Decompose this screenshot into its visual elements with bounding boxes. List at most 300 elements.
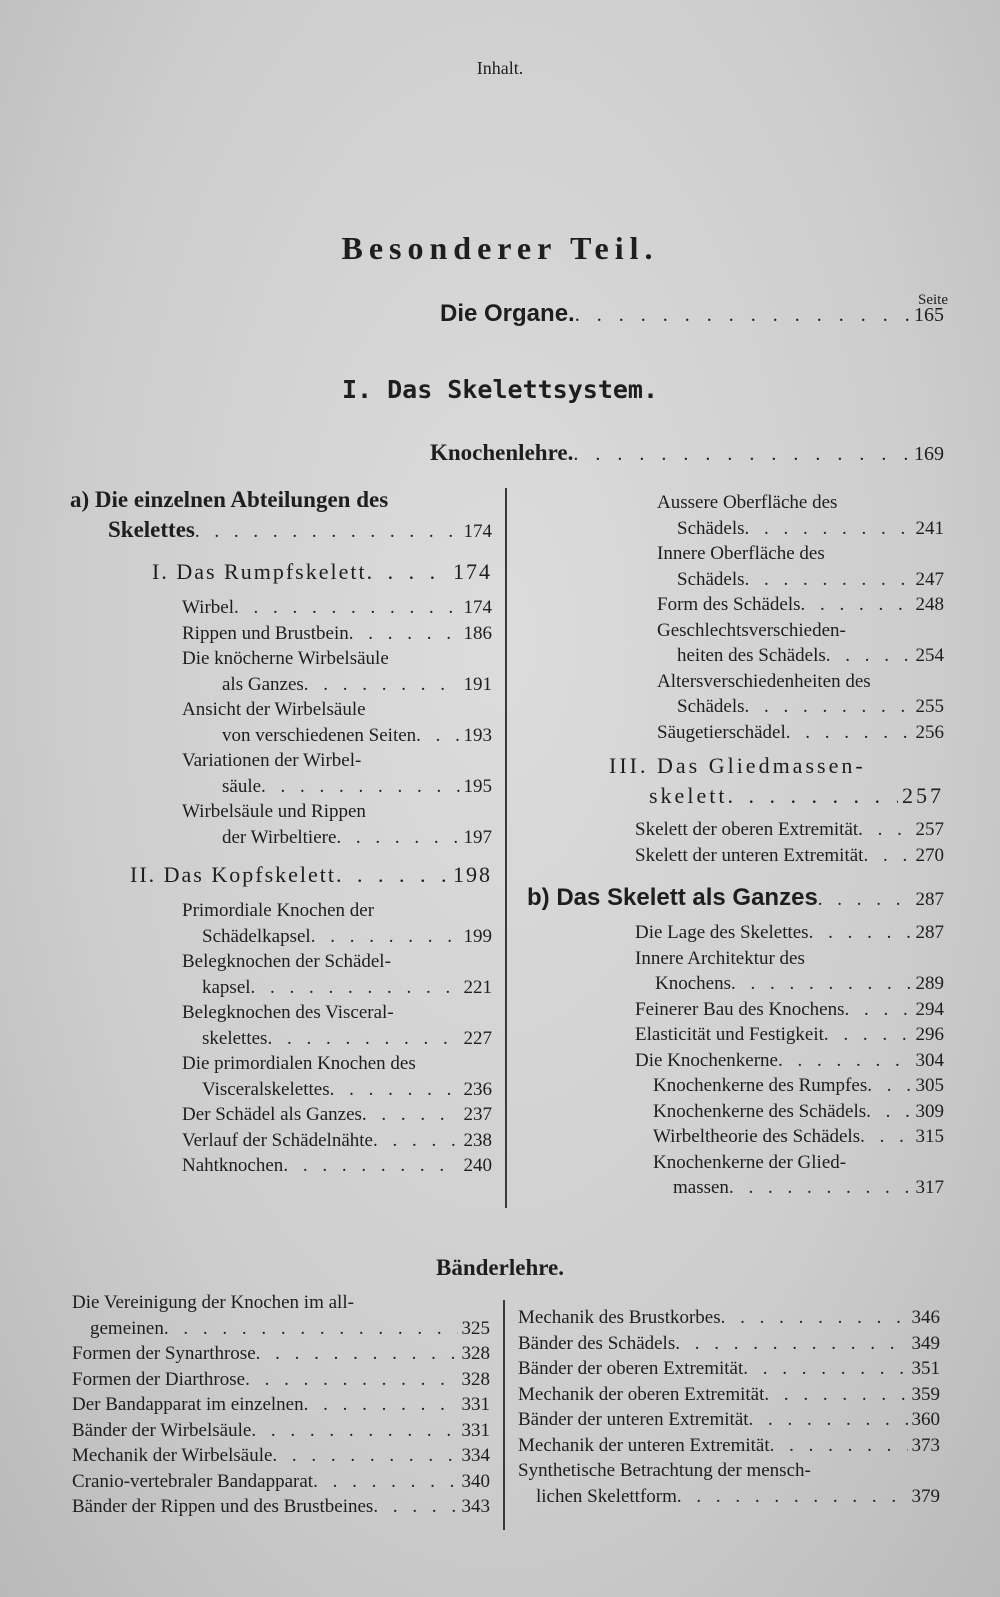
toc-entry-page: 241 <box>915 517 944 539</box>
leader-dots <box>349 621 460 647</box>
toc-entry-page: 294 <box>915 998 944 1020</box>
toc-entry-text: Skelett der oberen Extremität <box>635 819 859 840</box>
toc-entry-line <box>657 618 944 644</box>
toc-entry-line <box>182 646 492 672</box>
toc-entry-page: 270 <box>915 844 944 866</box>
leader-dots <box>749 1407 908 1433</box>
toc-entry-text: Ansicht der Wirbelsäule <box>182 699 366 720</box>
leader-dots <box>304 1392 458 1418</box>
leader-dots <box>573 443 910 466</box>
toc-entry-text: Bänder der unteren Extremität <box>518 1409 749 1430</box>
seite-label: Seite <box>918 292 948 308</box>
toc-entry-last-line <box>182 774 492 800</box>
toc-entry-page: 195 <box>463 775 492 797</box>
toc-entry <box>72 1443 490 1469</box>
toc-entry-last-line <box>182 723 492 749</box>
toc-entry-last-line <box>653 1073 944 1099</box>
leader-dots <box>251 975 460 1001</box>
toc-entry <box>518 1458 940 1509</box>
leader-dots <box>261 774 459 800</box>
leader-dots <box>764 1382 907 1408</box>
section-a-line1: a) Die einzelnen Abteilungen des <box>70 487 389 512</box>
toc-entry <box>635 817 944 843</box>
toc-entry-page: 343 <box>461 1496 490 1517</box>
leader-dots <box>245 1367 457 1393</box>
kopf-cont-list <box>527 490 944 745</box>
toc-entry-page: 174 <box>463 597 492 618</box>
toc-entry-page: 221 <box>463 976 492 998</box>
toc-entry-last-line <box>182 1128 492 1154</box>
toc-entry-text: Der Schädel als Ganzes <box>182 1104 362 1125</box>
toc-entry-line <box>657 490 944 516</box>
knochenlehre-page: 169 <box>914 443 944 465</box>
leader-dots <box>860 1124 911 1150</box>
baender-right-list <box>518 1305 940 1509</box>
toc-entry-text: Belegknochen der Schädel- <box>182 951 391 972</box>
toc-entry-page: 240 <box>463 1155 492 1176</box>
toc-entry-page: 304 <box>915 1049 944 1071</box>
toc-entry-line <box>182 949 492 975</box>
toc-entry-text: Knochenkerne des Rumpfes <box>653 1075 868 1096</box>
glied-line2: skelett <box>649 783 728 808</box>
organe-page: 165 <box>914 304 944 326</box>
toc-entry-page: 373 <box>911 1434 940 1456</box>
toc-entry-line <box>72 1290 490 1316</box>
section-a-line2: Skelettes <box>108 517 195 542</box>
toc-entry-text: Geschlechtsverschieden- <box>657 619 846 641</box>
leader-dots <box>367 557 449 587</box>
organe-label: Die Organe. <box>440 300 575 327</box>
toc-entry <box>72 1392 490 1418</box>
toc-entry <box>518 1433 940 1459</box>
section-a-page: 174 <box>463 521 492 542</box>
toc-entry-page: 236 <box>463 1078 492 1100</box>
glied-line1: III. Das Gliedmassen- <box>609 753 866 778</box>
leader-dots <box>727 781 898 811</box>
toc-entry <box>182 1153 492 1179</box>
toc-entry-text: Rippen und Brustbein <box>182 622 349 644</box>
toc-entry-last-line <box>72 1418 490 1444</box>
toc-entry-text: Visceralskelettes <box>202 1078 330 1100</box>
toc-entry <box>182 1102 492 1128</box>
leader-dots <box>272 1443 457 1469</box>
toc-entry <box>653 1073 944 1099</box>
toc-entry-last-line <box>72 1316 490 1342</box>
toc-entry-text: Mechanik des Brustkorbes <box>518 1307 721 1328</box>
toc-entry-last-line <box>653 1175 944 1201</box>
toc-entry-page: 334 <box>461 1445 490 1466</box>
toc-entry-last-line <box>657 516 944 542</box>
toc-entry <box>635 946 944 997</box>
leader-dots <box>863 843 911 869</box>
toc-entry-text: heiten des Schädels <box>677 645 826 666</box>
toc-entry <box>635 997 944 1023</box>
toc-entry-page: 248 <box>915 594 944 615</box>
toc-entry-page: 287 <box>915 922 944 943</box>
toc-entry-page: 340 <box>461 1470 490 1492</box>
toc-entry-text: säule <box>222 775 262 797</box>
leader-dots <box>745 694 912 720</box>
toc-entry <box>182 949 492 1000</box>
skelett-title: I. Das Skelettsystem. <box>341 375 659 404</box>
toc-entry-text: Bänder der Rippen und des Brustbeines <box>72 1496 374 1517</box>
leader-dots <box>786 720 912 746</box>
toc-entry-last-line <box>182 672 492 698</box>
toc-entry-text: Die primordialen Knochen des <box>182 1053 416 1074</box>
toc-entry-text: Belegknochen des Visceral- <box>182 1002 394 1023</box>
toc-entry-page: 349 <box>911 1332 940 1354</box>
toc-entry-last-line <box>518 1382 940 1408</box>
toc-entry-text: Wirbel <box>182 597 234 618</box>
section-a-heading <box>70 485 492 547</box>
toc-entry <box>72 1341 490 1367</box>
leader-dots <box>801 592 912 618</box>
toc-entry-last-line <box>182 1077 492 1103</box>
toc-entry-last-line <box>635 1022 944 1048</box>
toc-entry-page: 331 <box>461 1394 490 1415</box>
toc-entry-text: Verlauf der Schädelnähte <box>182 1129 373 1151</box>
toc-entry-line <box>182 799 492 825</box>
toc-entry <box>182 595 492 621</box>
toc-entry-text: Altersverschiedenheiten des <box>657 670 871 692</box>
toc-entry-page: 247 <box>915 568 944 590</box>
toc-entry-last-line <box>182 1102 492 1128</box>
toc-entry <box>182 697 492 748</box>
toc-entry <box>72 1418 490 1444</box>
toc-entry-last-line <box>635 997 944 1023</box>
toc-entry-last-line <box>182 595 492 621</box>
rumpf-heading <box>70 557 492 587</box>
toc-entry-line <box>518 1458 940 1484</box>
toc-entry-page: 325 <box>461 1317 490 1339</box>
toc-entry-last-line <box>518 1484 940 1510</box>
toc-entry-text: Säugetierschädel <box>657 721 786 743</box>
toc-entry-last-line <box>657 643 944 669</box>
toc-entry <box>657 669 944 720</box>
toc-entry-page: 257 <box>915 819 944 840</box>
leader-dots <box>304 672 460 698</box>
toc-entry-page: 296 <box>915 1024 944 1045</box>
toc-entry <box>72 1469 490 1495</box>
toc-entry-last-line <box>635 971 944 997</box>
toc-entry <box>182 1051 492 1102</box>
toc-entry-last-line <box>72 1443 490 1469</box>
baender-left-list <box>72 1290 490 1520</box>
toc-entry-page: 186 <box>463 622 492 644</box>
toc-entry <box>518 1356 940 1382</box>
leader-dots <box>866 1099 911 1125</box>
toc-entry-page: 255 <box>915 696 944 717</box>
toc-entry <box>635 843 944 869</box>
toc-entry-page: 256 <box>915 721 944 743</box>
toc-entry-last-line <box>657 694 944 720</box>
toc-entry-last-line <box>182 975 492 1001</box>
leader-dots <box>373 1494 457 1520</box>
glied-page: 257 <box>902 783 944 808</box>
toc-entry-last-line <box>518 1331 940 1357</box>
toc-entry <box>518 1407 940 1433</box>
toc-entry-text: der Wirbeltiere <box>222 826 337 848</box>
toc-entry <box>182 1128 492 1154</box>
kopf-label: II. Das Kopfskelett <box>130 862 337 887</box>
toc-entry <box>72 1494 490 1520</box>
leader-dots <box>844 997 911 1023</box>
toc-entry-text: Schädelkapsel <box>202 925 311 947</box>
rumpf-label: I. Das Rumpfskelett <box>152 559 367 584</box>
leader-dots <box>721 1305 908 1331</box>
toc-entry <box>653 1099 944 1125</box>
leader-dots <box>336 825 459 851</box>
toc-entry <box>182 621 492 647</box>
toc-entry-page: 199 <box>463 925 492 947</box>
toc-entry-text: massen <box>673 1177 729 1198</box>
toc-entry-last-line <box>518 1305 940 1331</box>
toc-entry <box>182 1000 492 1051</box>
leader-dots <box>373 1128 460 1154</box>
toc-entry-line <box>182 1000 492 1026</box>
leader-dots <box>818 884 912 916</box>
toc-entry-text: Synthetische Betrachtung der mensch- <box>518 1460 811 1481</box>
toc-entry <box>182 646 492 697</box>
toc-entry-line <box>653 1150 944 1176</box>
toc-entry <box>653 1150 944 1201</box>
toc-entry-last-line <box>657 592 944 618</box>
toc-entry <box>182 898 492 949</box>
toc-entry-line <box>657 669 944 695</box>
toc-entry <box>72 1290 490 1341</box>
toc-entry-last-line <box>635 1048 944 1074</box>
rumpf-list <box>70 595 492 850</box>
toc-entry-text: Aussere Oberfläche des <box>657 492 838 513</box>
toc-entry-text: kapsel <box>202 976 251 998</box>
toc-entry-text: Primordiale Knochen der <box>182 900 375 921</box>
toc-entry-page: 289 <box>915 973 944 994</box>
leader-dots <box>416 723 459 749</box>
leader-dots <box>675 1331 907 1357</box>
leader-dots <box>311 924 460 950</box>
toc-entry-text: Skelett der unteren Extremität <box>635 844 864 866</box>
toc-entry-last-line <box>653 1124 944 1150</box>
leader-dots <box>731 971 912 997</box>
section-b-page: 287 <box>915 889 944 910</box>
leader-dots <box>336 860 449 890</box>
toc-entry-line <box>182 748 492 774</box>
toc-entry-last-line <box>518 1433 940 1459</box>
glied-line2-row <box>609 781 944 811</box>
toc-entry-page: 227 <box>463 1027 492 1049</box>
leader-dots <box>234 595 460 621</box>
toc-entry <box>518 1305 940 1331</box>
toc-entry-last-line <box>653 1099 944 1125</box>
toc-entry-line <box>635 946 944 972</box>
leader-dots <box>575 304 910 327</box>
toc-entry-text: Schädels <box>677 568 745 590</box>
toc-entry-last-line <box>72 1392 490 1418</box>
toc-entry-page: 328 <box>461 1368 490 1390</box>
leader-dots <box>745 567 912 593</box>
toc-entry-line <box>657 541 944 567</box>
right-column <box>527 490 944 1201</box>
leader-dots <box>313 1469 457 1495</box>
toc-entry-text: als Ganzes <box>222 673 304 695</box>
toc-entry-page: 309 <box>915 1100 944 1122</box>
toc-entry <box>518 1331 940 1357</box>
toc-entry-last-line <box>182 1153 492 1179</box>
baenderlehre-title: Bänderlehre. <box>436 1255 564 1280</box>
toc-entry-text: Variationen der Wirbel- <box>182 750 362 771</box>
toc-entry-last-line <box>182 1026 492 1052</box>
leader-dots <box>858 817 911 843</box>
toc-entry-page: 360 <box>911 1409 940 1430</box>
toc-entry-page: 238 <box>463 1129 492 1151</box>
leader-dots <box>826 643 912 669</box>
toc-entry-text: Bänder des Schädels <box>518 1332 676 1354</box>
toc-entry <box>72 1367 490 1393</box>
toc-entry <box>657 541 944 592</box>
kopf-page: 198 <box>453 862 492 887</box>
leader-dots <box>164 1316 458 1342</box>
toc-entry-page: 317 <box>915 1177 944 1198</box>
toc-entry-text: Nahtknochen <box>182 1155 284 1176</box>
knochenlehre-entry <box>430 440 944 466</box>
toc-entry-last-line <box>635 817 944 843</box>
leader-dots <box>867 1073 911 1099</box>
toc-entry-text: Schädels <box>677 696 745 717</box>
toc-entry-text: Die Vereinigung der Knochen im all- <box>72 1292 354 1313</box>
column-divider <box>505 488 507 1208</box>
leader-dots <box>824 1022 912 1048</box>
toc-entry-last-line <box>518 1356 940 1382</box>
left-column <box>70 485 492 1179</box>
toc-entry-page: 379 <box>911 1485 940 1507</box>
toc-entry-text: Bänder der oberen Extremität <box>518 1358 744 1379</box>
toc-entry-text: Mechanik der unteren Extremität <box>518 1434 770 1456</box>
section-a-line2-row <box>70 515 492 547</box>
toc-entry-page: 359 <box>911 1383 940 1405</box>
column-divider-bottom <box>503 1300 505 1530</box>
toc-entry-text: Formen der Synarthrose <box>72 1343 256 1364</box>
toc-entry <box>657 720 944 746</box>
toc-entry <box>182 748 492 799</box>
toc-entry-line <box>182 898 492 924</box>
leader-dots <box>256 1341 458 1367</box>
toc-entry-last-line <box>635 843 944 869</box>
toc-entry-text: Mechanik der Wirbelsäule <box>72 1445 273 1466</box>
toc-entry-page: 197 <box>463 826 492 848</box>
toc-entry-page: 254 <box>915 645 944 666</box>
toc-entry <box>653 1124 944 1150</box>
toc-entry-last-line <box>518 1407 940 1433</box>
toc-entry <box>657 490 944 541</box>
toc-entry-line <box>182 1051 492 1077</box>
toc-entry-last-line <box>182 825 492 851</box>
toc-entry-page: 193 <box>463 724 492 746</box>
toc-entry-text: Mechanik der oberen Extremität <box>518 1383 765 1405</box>
toc-entry-last-line <box>657 567 944 593</box>
baender-right-column <box>518 1305 940 1509</box>
leader-dots <box>743 1356 907 1382</box>
leader-dots <box>677 1484 908 1510</box>
toc-entry-text: Die Lage des Skelettes <box>635 922 809 943</box>
toc-entry-text: Innere Architektur des <box>635 947 805 969</box>
rumpf-page: 174 <box>453 559 492 584</box>
kopf-list <box>70 898 492 1179</box>
toc-entry-page: 237 <box>463 1104 492 1125</box>
toc-entry-text: Die knöcherne Wirbelsäule <box>182 648 389 669</box>
toc-entry-text: Cranio-vertebraler Bandapparat <box>72 1470 314 1492</box>
toc-entry-page: 315 <box>915 1126 944 1147</box>
toc-entry-text: Wirbeltheorie des Schädels <box>653 1126 861 1147</box>
leader-dots <box>778 1048 912 1074</box>
leader-dots <box>809 920 912 946</box>
leader-dots <box>770 1433 908 1459</box>
toc-entry-text: Die Knochenkerne <box>635 1049 778 1071</box>
toc-entry-text: Formen der Diarthrose <box>72 1368 246 1390</box>
toc-entry-last-line <box>635 920 944 946</box>
leader-dots <box>729 1175 912 1201</box>
section-b-heading <box>527 882 944 916</box>
toc-entry-text: lichen Skelettform <box>536 1485 677 1507</box>
toc-entry-page: 331 <box>461 1419 490 1441</box>
toc-entry-text: Schädels <box>677 517 745 539</box>
toc-entry-page: 305 <box>915 1075 944 1096</box>
toc-entry-last-line <box>72 1341 490 1367</box>
kern-list <box>527 1073 944 1201</box>
organe-entry <box>440 300 944 328</box>
toc-entry-text: Wirbelsäule und Rippen <box>182 801 366 822</box>
knochenlehre-label: Knochenlehre. <box>430 440 574 465</box>
toc-entry-text: von verschiedenen Seiten <box>222 724 417 746</box>
leader-dots <box>745 516 912 542</box>
toc-entry-last-line <box>72 1367 490 1393</box>
toc-entry-last-line <box>657 720 944 746</box>
section-b-label: b) Das Skelett als Ganzes <box>527 884 818 911</box>
toc-entry-text: gemeinen <box>90 1317 164 1339</box>
toc-entry-last-line <box>72 1494 490 1520</box>
leader-dots <box>195 517 460 547</box>
toc-entry-line <box>182 697 492 723</box>
leader-dots <box>251 1418 457 1444</box>
toc-entry-text: Feinerer Bau des Knochens <box>635 998 845 1020</box>
toc-entry-last-line <box>182 621 492 647</box>
leader-dots <box>267 1026 459 1052</box>
toc-entry <box>657 592 944 618</box>
leader-dots <box>362 1102 460 1128</box>
toc-entry <box>657 618 944 669</box>
toc-entry <box>182 799 492 850</box>
glied-list <box>527 817 944 868</box>
toc-entry-text: Knochens <box>655 973 731 994</box>
b-list <box>527 920 944 1073</box>
leader-dots <box>330 1077 460 1103</box>
baender-left-column <box>72 1290 490 1520</box>
toc-entry-text: skelettes <box>202 1027 268 1049</box>
toc-entry-page: 346 <box>911 1307 940 1328</box>
glied-heading <box>527 751 944 811</box>
toc-entry-text: Knochenkerne der Glied- <box>653 1151 847 1173</box>
running-head: Inhalt. <box>476 58 524 78</box>
toc-entry <box>635 920 944 946</box>
toc-entry-page: 351 <box>911 1358 940 1379</box>
toc-entry-page: 328 <box>461 1343 490 1364</box>
toc-entry-text: Elasticität und Festigkeit <box>635 1024 824 1045</box>
toc-entry-page: 191 <box>463 673 492 695</box>
leader-dots <box>283 1153 459 1179</box>
toc-entry-text: Form des Schädels <box>657 594 801 615</box>
toc-entry <box>635 1048 944 1074</box>
toc-entry-text: Innere Oberfläche des <box>657 543 825 564</box>
toc-entry <box>635 1022 944 1048</box>
